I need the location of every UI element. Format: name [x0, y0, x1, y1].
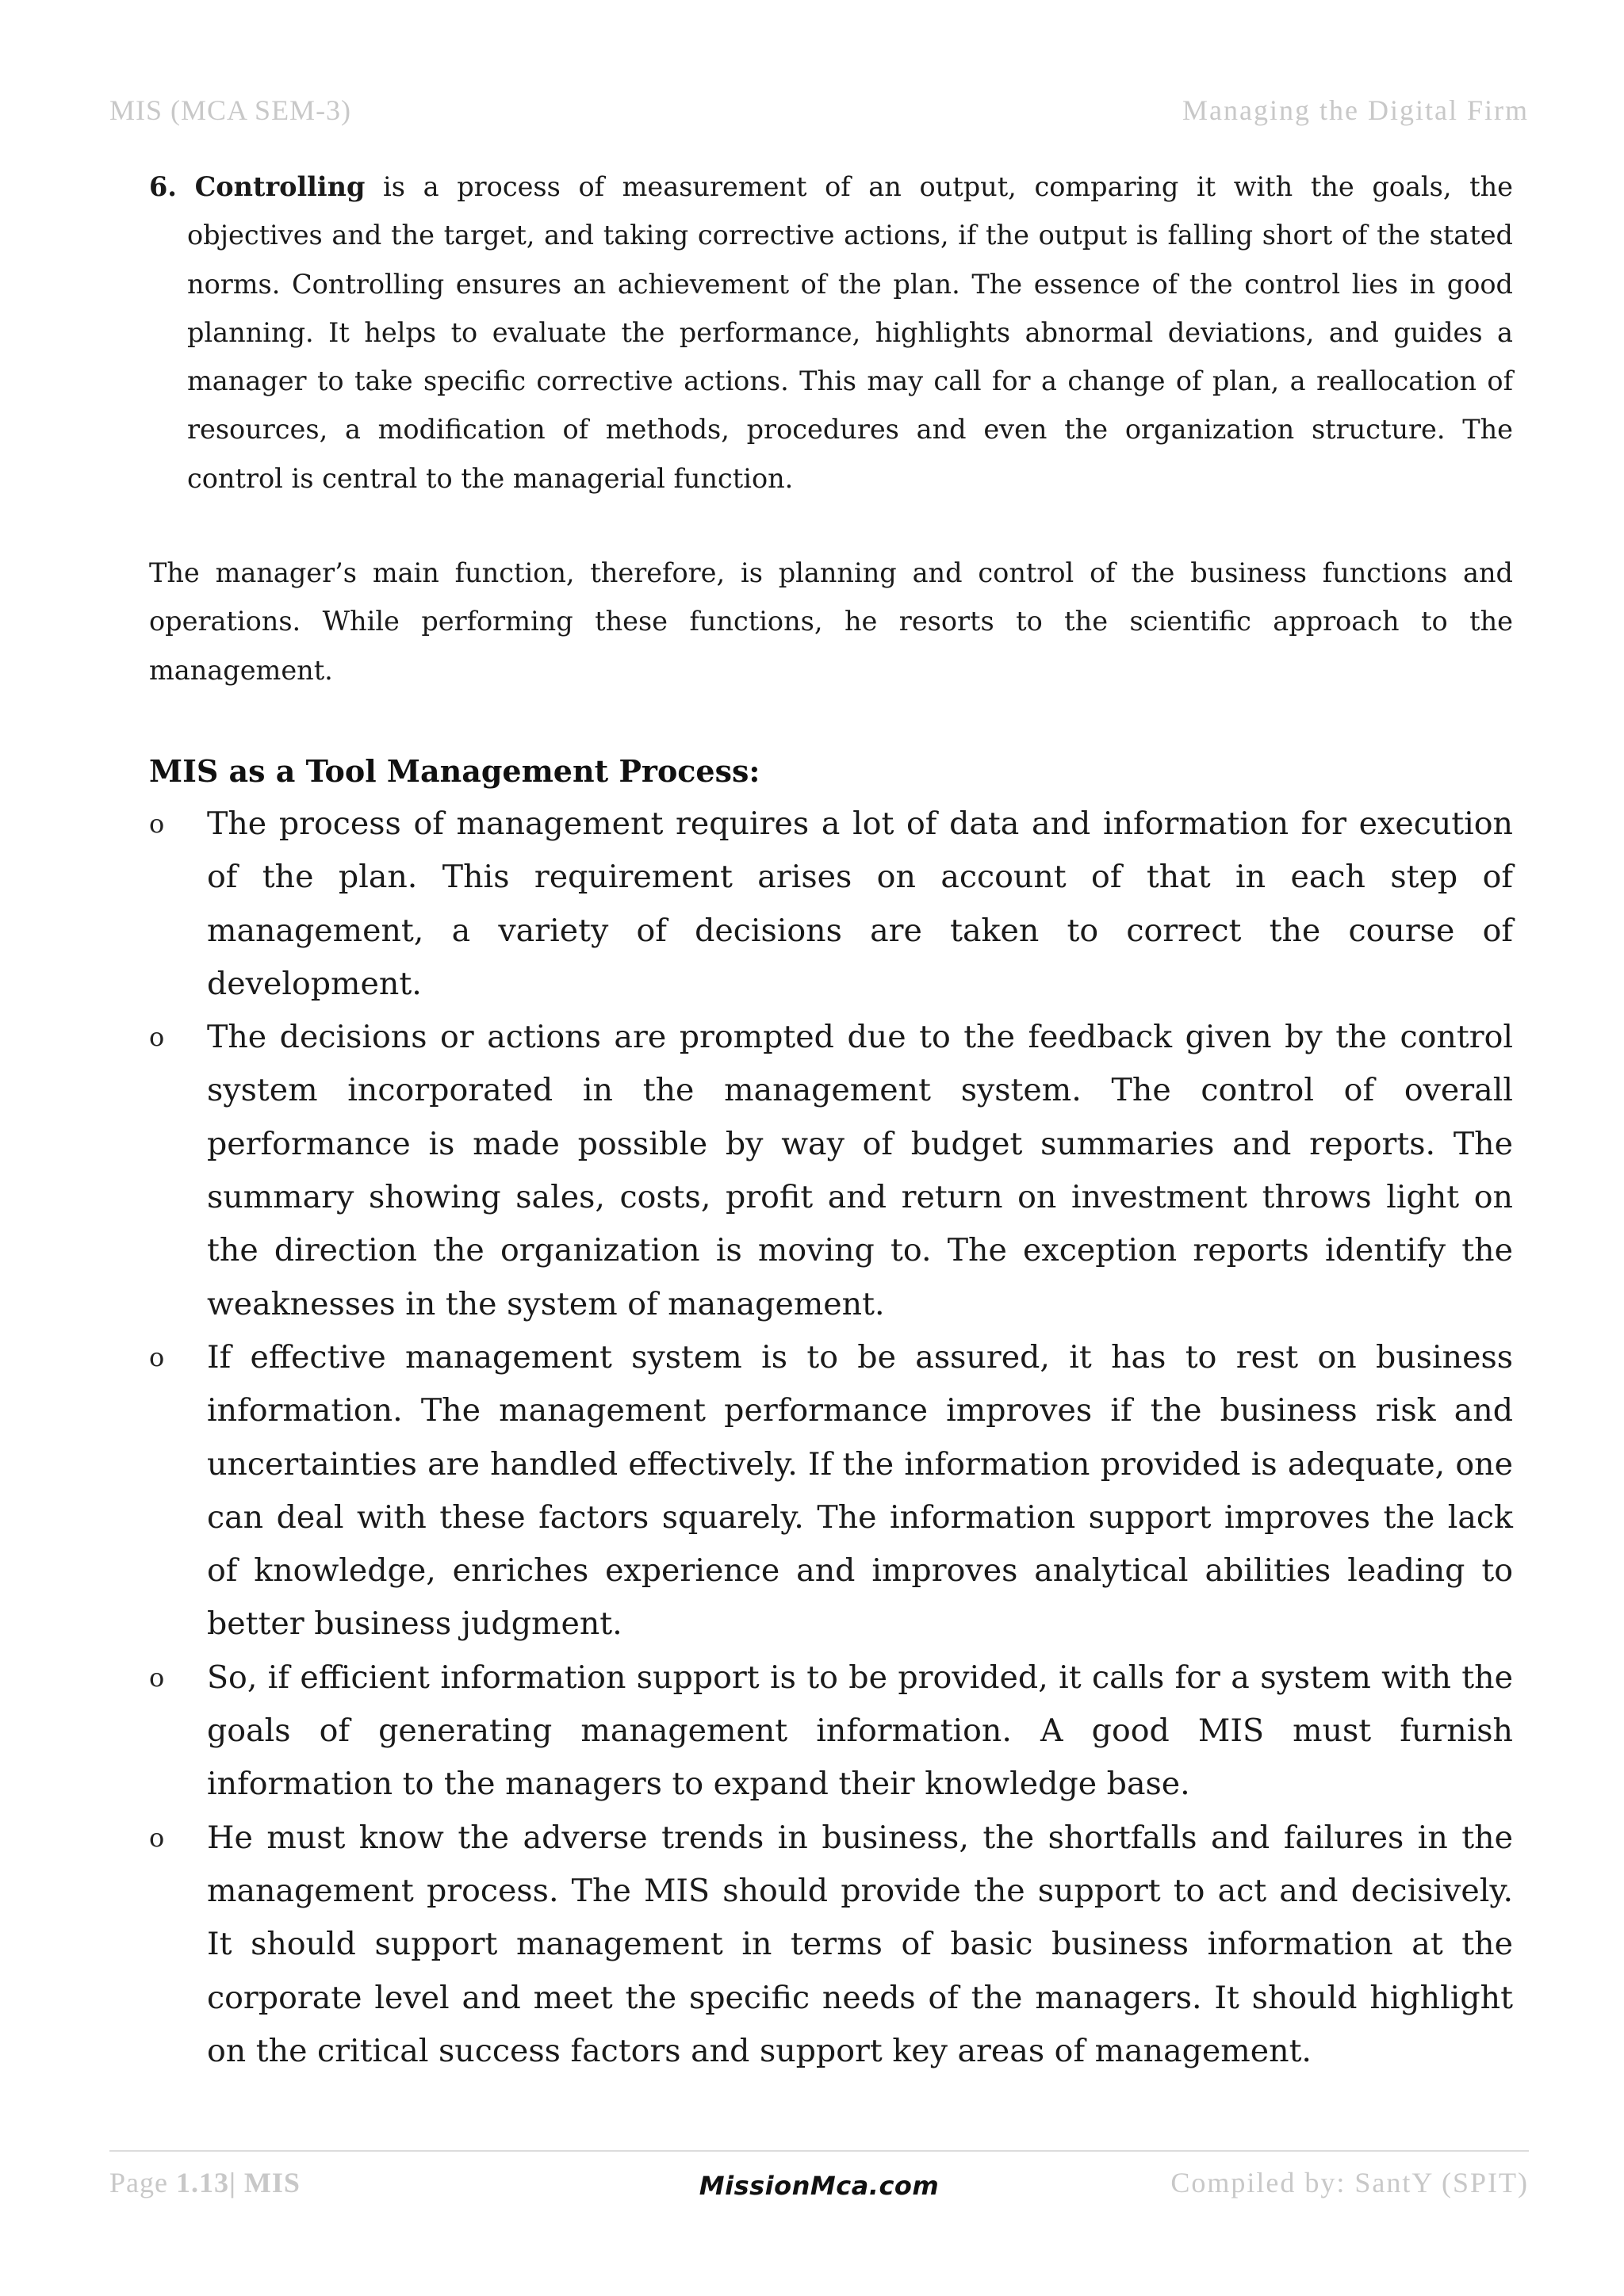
list-item-text: So, if efficient information support is to be provided, it calls for a system with the goals of generating management information. A good MIS must furnish information to the managers to expand their knowledge base.: [207, 1659, 1513, 1803]
footer-page-info: [109, 2166, 301, 2199]
list-item-text: He must know the adverse trends in business, the shortfalls and failures in the management process. The MIS should provide the support to act and decisively. It should support management in terms of basic business information at the corporate level and meet the specific needs of the managers. It should highlight on the critical success factors and support key areas of management.: [207, 1819, 1513, 2069]
list-item-text: The decisions or actions are prompted due to the feedback given by the control system incorporated in the management system. The control of overall performance is made possible by way of budget summaries and reports. The summary showing sales, costs, profit and return on investment throws light on the direction the organization is moving to. The exception reports identify the weaknesses in the system of management.: [207, 1019, 1513, 1322]
bullet-icon: o: [149, 1341, 165, 1372]
body-paragraph: The manager’s main function, therefore, is planning and control of the business functions and operations. While performing these functions, he resorts to the scientific approach to the management.: [149, 557, 1513, 686]
list-item-text: If effective management system is to be assured, it has to rest on business information. The management performance improves if the business risk and uncertainties are handled effectively. If the information provided is adequate, one can deal with these factors squarely. The information support improves the lack of knowledge, enriches experience and improves analytical abilities leading to better business judgment.: [207, 1338, 1513, 1643]
item-term: Controlling: [194, 171, 366, 202]
list-item: [149, 798, 1513, 1011]
bullet-icon: o: [149, 1662, 165, 1693]
item-text: is a process of measurement of an output, comparing it with the goals, the objectives and the target, and taking corrective actions, if the output is falling short of the stated norms. Controlling ensures an achievement of the plan. The essence of the control lies in good planning. It helps to evaluate the performance, highlights abnormal deviations, and guides a manager to take specific corrective actions. This may call for a change of plan, a reallocation of resources, a modification of methods, procedures and even the organization structure. The control is central to the managerial function.: [187, 171, 1513, 494]
item-paragraph: [149, 163, 1513, 503]
item-number: 6.: [149, 171, 177, 202]
page-footer: [109, 2166, 1529, 2206]
list-item: [149, 1651, 1513, 1812]
list-item: [149, 1011, 1513, 1331]
bullet-icon: o: [149, 1022, 165, 1053]
footer-compiled-by: Compiled by: SantY (SPIT): [1170, 2167, 1529, 2198]
list-item: [149, 1812, 1513, 2078]
footer-page-prefix: Page: [109, 2167, 176, 2198]
footer-page-number: 1.13: [175, 2167, 229, 2198]
numbered-item-controlling: [149, 163, 1513, 503]
list-item: [149, 1331, 1513, 1651]
footer-logo: MissionMca.com: [699, 2171, 940, 2201]
header-course: MIS (MCA SEM-3): [109, 94, 352, 126]
page-header: [109, 94, 1529, 130]
bullet-icon: o: [149, 809, 165, 839]
section-heading: MIS as a Tool Management Process:: [149, 753, 760, 789]
footer-divider: [109, 2150, 1529, 2152]
bullet-icon: o: [149, 1822, 165, 1853]
bullet-list: [149, 798, 1513, 2078]
list-item-text: The process of management requires a lot of data and information for execution of the plan. This requirement arises on account of that in each step of management, a variety of decisions are taken to correct the course of development.: [207, 806, 1513, 1002]
header-chapter: Managing the Digital Firm: [1182, 94, 1529, 126]
footer-page-suffix: | MIS: [228, 2167, 301, 2198]
